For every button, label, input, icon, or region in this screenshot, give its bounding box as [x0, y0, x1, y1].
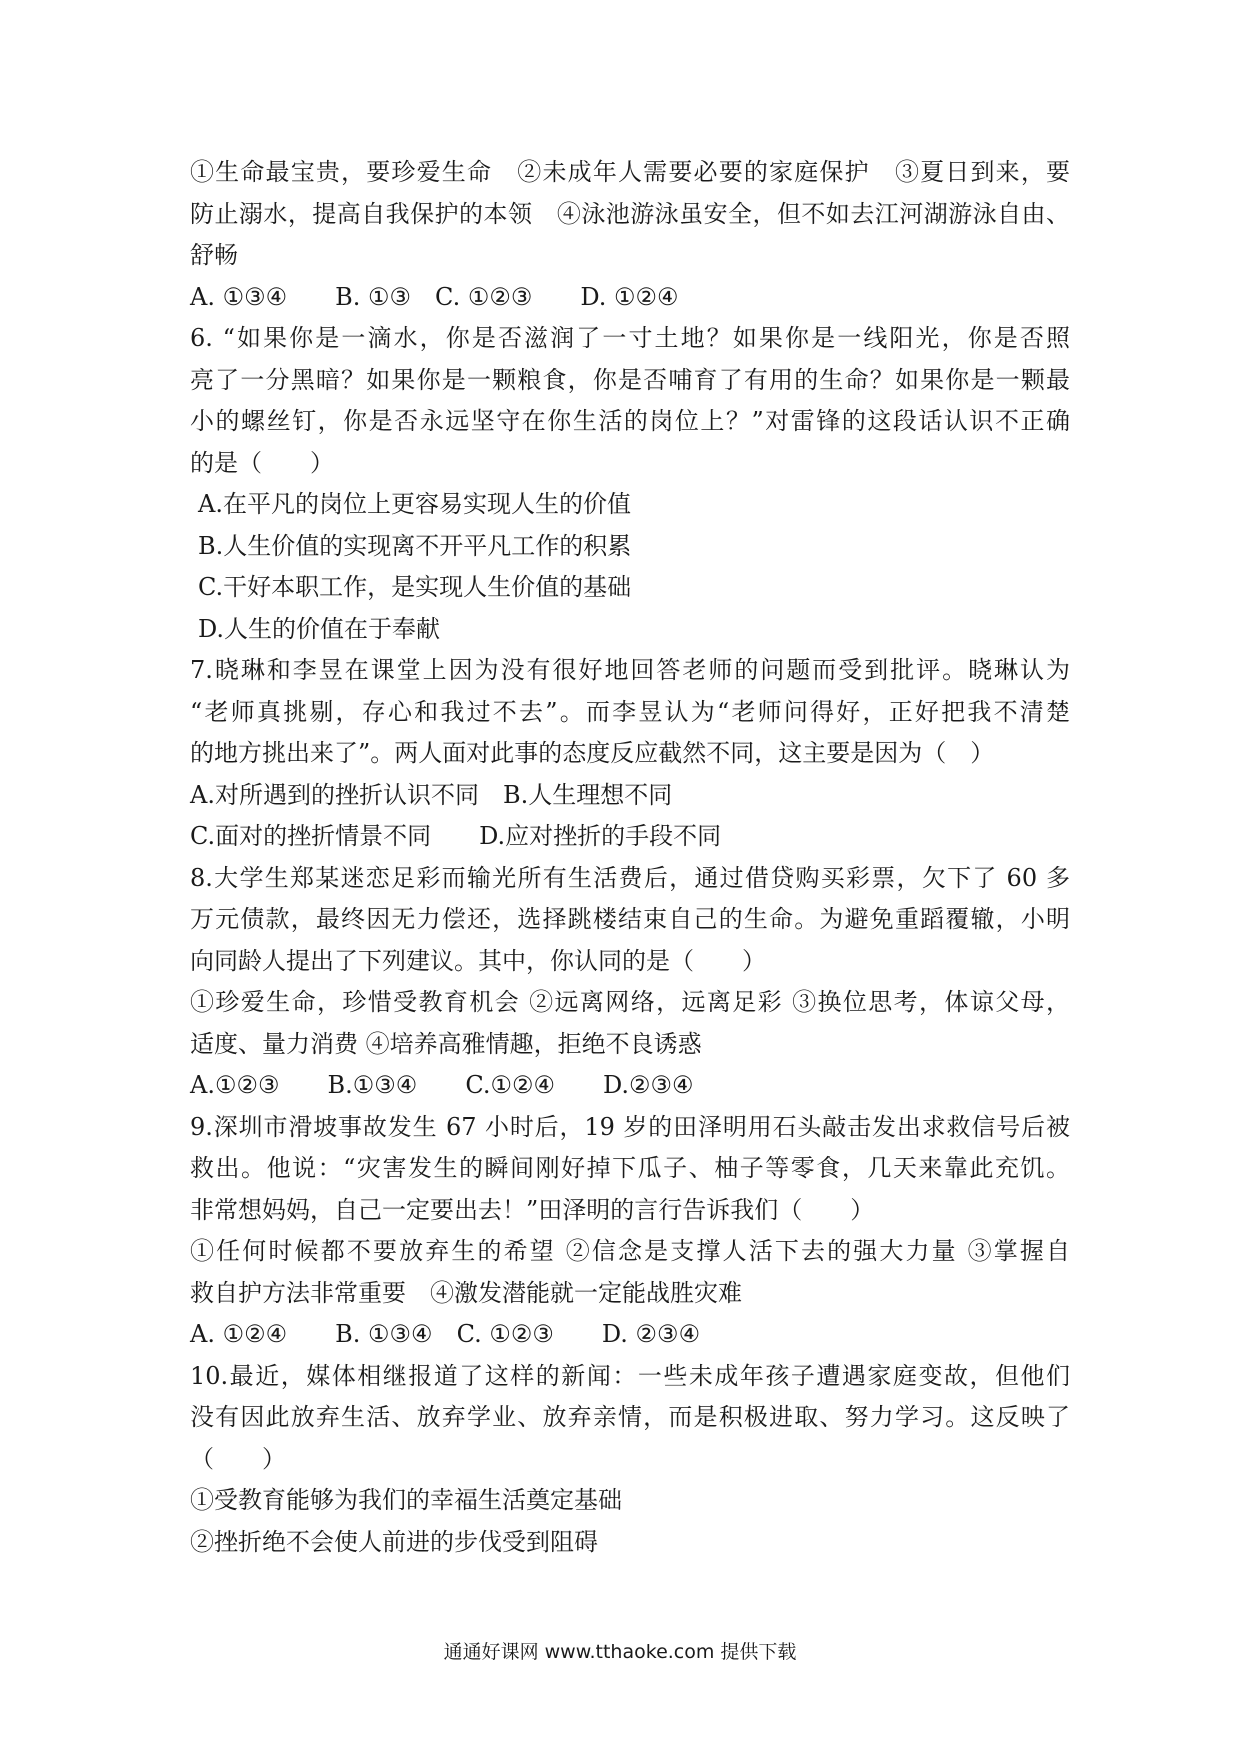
- statement-item: ②挫折绝不会使人前进的步伐受到阻碍: [190, 1527, 598, 1556]
- text-line: 救自护方法非常重要 ④激发潜能就一定能战胜灾难: [190, 1278, 742, 1307]
- question-8: 8.大学生郑某迷恋足彩而输光所有生活费后，通过借贷购买彩票，欠下了 60 多: [190, 863, 1070, 892]
- answer-options: C.面对的挫折情景不同 D.应对挫折的手段不同: [190, 822, 722, 850]
- option-d: D.人生的价值在于奉献: [198, 614, 441, 643]
- text-line: （ ）: [190, 1444, 286, 1473]
- document-body: [190, 152, 1070, 1563]
- option-a: A.在平凡的岗位上更容易实现人生的价值: [198, 490, 631, 518]
- text-line: 非常想妈妈，自己一定要出去！”田泽明的言行告诉我们（ ）: [190, 1195, 875, 1224]
- answer-options: A.①②③ B.①③④ C.①②④ D.②③④: [190, 1071, 694, 1099]
- text-line: ①生命最宝贵，要珍爱生命 ②未成年人需要必要的家庭保护 ③夏日到来，要: [190, 158, 1070, 186]
- text-line: 的地方挑出来了”。两人面对此事的态度反应截然不同，这主要是因为（ ）: [190, 739, 995, 767]
- question-7: 7.晓琳和李昱在课堂上因为没有很好地回答老师的问题而受到批评。晓琳认为: [190, 656, 1070, 684]
- option-b: B.人生价值的实现离不开平凡工作的积累: [198, 531, 632, 560]
- answer-options: A. ①③④ B. ①③ C. ①②③ D. ①②④: [190, 282, 679, 311]
- question-6: 6. “如果你是一滴水，你是否滋润了一寸土地？如果你是一线阳光，你是否照: [190, 324, 1070, 352]
- question-9: 9.深圳市滑坡事故发生 67 小时后，19 岁的田泽明用石头敲击发出求救信号后被: [190, 1112, 1070, 1141]
- text-line: 舒畅: [190, 241, 238, 269]
- text-line: 救出。他说：“灾害发生的瞬间刚好掉下瓜子、柚子等零食，几天来靠此充饥。: [190, 1154, 1070, 1182]
- text-line: 亮了一分黑暗？如果你是一颗粮食，你是否哺育了有用的生命？如果你是一颗最: [190, 365, 1070, 394]
- text-line: “老师真挑剔，存心和我过不去”。而李昱认为“老师问得好，正好把我不清楚: [190, 697, 1070, 726]
- text-line: 防止溺水，提高自我保护的本领 ④泳池游泳虽安全，但不如去江河湖游泳自由、: [190, 199, 1070, 228]
- text-line: 的是（ ）: [190, 448, 334, 477]
- statement-list: ①任何时候都不要放弃生的希望 ②信念是支撑人活下去的强大力量 ③掌握自: [190, 1237, 1070, 1265]
- page-footer: 通通好课网 www.tthaoke.com 提供下载: [443, 1641, 797, 1663]
- option-c: C.干好本职工作，是实现人生价值的基础: [198, 573, 632, 601]
- text-line: 没有因此放弃生活、放弃学业、放弃亲情，而是积极进取、努力学习。这反映了: [190, 1403, 1070, 1431]
- statement-item: ①受教育能够为我们的幸福生活奠定基础: [190, 1486, 622, 1514]
- text-line: 适度、量力消费 ④培养高雅情趣，拒绝不良诱惑: [190, 1029, 702, 1058]
- text-line: 小的螺丝钉，你是否永远坚守在你生活的岗位上？”对雷锋的这段话认识不正确: [190, 407, 1070, 435]
- answer-options: A.对所遇到的挫折认识不同 B.人生理想不同: [190, 780, 673, 809]
- text-line: 万元债款，最终因无力偿还，选择跳楼结束自己的生命。为避免重蹈覆辙，小明: [190, 905, 1070, 933]
- text-line: 向同龄人提出了下列建议。其中，你认同的是（ ）: [190, 946, 766, 975]
- question-10: 10.最近，媒体相继报道了这样的新闻：一些未成年孩子遭遇家庭变故，但他们: [190, 1361, 1070, 1390]
- statement-list: ①珍爱生命，珍惜受教育机会 ②远离网络，远离足彩 ③换位思考，体谅父母，: [190, 988, 1070, 1016]
- answer-options: A. ①②④ B. ①③④ C. ①②③ D. ②③④: [190, 1320, 701, 1348]
